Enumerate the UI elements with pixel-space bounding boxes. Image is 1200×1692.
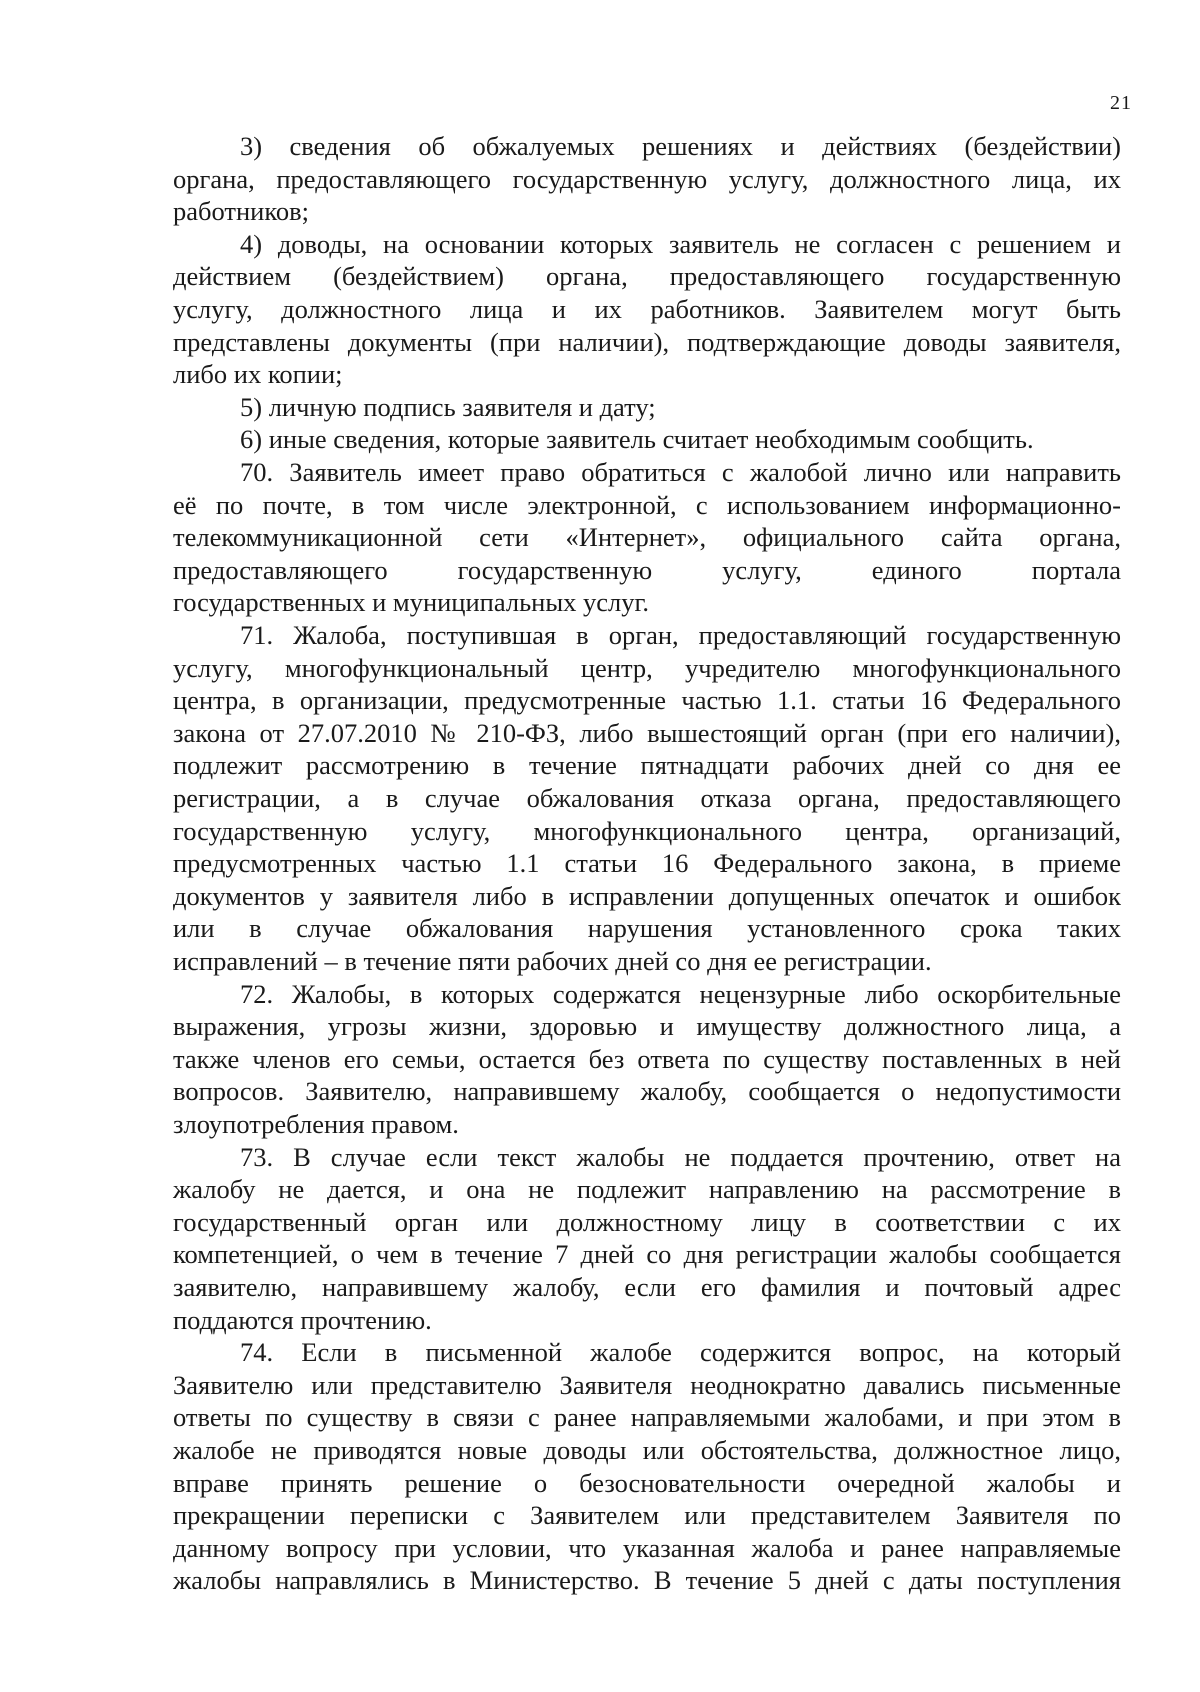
text-line: услугу, должностного лица и их работников. Заявителем могут быть [173, 294, 1121, 324]
text-line: 71. Жалоба, поступившая в орган, предоставляющий государственную [240, 620, 1121, 650]
text-line: её по почте, в том числе электронной, с использованием информационно- [173, 489, 1121, 520]
text-line: выражения, угрозы жизни, здоровью и имуществу должностного лица, а [173, 1011, 1121, 1042]
text-line: 5) личную подпись заявителя и дату; [240, 391, 656, 422]
text-line: жалобу не дается, и она не подлежит направлению на рассмотрение в [173, 1174, 1121, 1205]
text-line: 74. Если в письменной жалобе содержится вопрос, на который [240, 1337, 1121, 1368]
text-line: услугу, многофункциональный центр, учредителю многофункционального [173, 652, 1121, 683]
text-line: жалобы направлялись в Министерство. В течение 5 дней с даты поступления [173, 1565, 1121, 1596]
text-line: подлежит рассмотрению в течение пятнадцати рабочих дней со дня ее [173, 750, 1121, 781]
text-line: предусмотренных частью 1.1 статьи 16 Федерального закона, в приеме [173, 848, 1121, 879]
text-line: 3) сведения об обжалуемых решениях и действиях (бездействии) [240, 131, 1121, 161]
text-line: данному вопросу при условии, что указанная жалоба и ранее направляемые [173, 1532, 1121, 1563]
text-line: государственных и муниципальных услуг. [173, 587, 650, 618]
text-line: предоставляющего государственную услугу, единого портала [173, 554, 1121, 585]
text-line: исправлений – в течение пяти рабочих дней со дня ее регистрации. [173, 946, 932, 976]
text-line: представлены документы (при наличии), подтверждающие доводы заявителя, [173, 326, 1121, 357]
text-line: телекоммуникационной сети «Интернет», официального сайта органа, [173, 522, 1121, 553]
text-line: документов у заявителя либо в исправлении допущенных опечаток и ошибок [173, 880, 1121, 911]
text-line: закона от 27.07.2010 № 210-ФЗ, либо вышестоящий орган (при его наличии), [173, 717, 1121, 748]
text-line: вправе принять решение о безосновательности очередной жалобы и [173, 1467, 1121, 1498]
text-line: действием (бездействием) органа, предоставляющего государственную [173, 261, 1121, 292]
text-line: государственный орган или должностному лицу в соответствии с их [173, 1206, 1121, 1237]
text-line: центра, в организации, предусмотренные частью 1.1. статьи 16 Федерального [173, 685, 1121, 716]
text-line: прекращении переписки с Заявителем или представителем Заявителя по [173, 1500, 1121, 1531]
text-line: жалобе не приводятся новые доводы или обстоятельства, должностное лицо, [173, 1435, 1121, 1465]
page-number: 21 [1110, 92, 1132, 114]
text-line: 70. Заявитель имеет право обратиться с жалобой лично или направить [240, 457, 1121, 487]
text-line: 4) доводы, на основании которых заявитель не согласен с решением и [240, 228, 1121, 259]
text-line: ответы по существу в связи с ранее направляемыми жалобами, и при этом в [173, 1402, 1121, 1433]
text-line: либо их копии; [173, 359, 343, 390]
text-line: государственную услугу, многофункционального центра, организаций, [173, 815, 1121, 846]
text-line: 6) иные сведения, которые заявитель считает необходимым сообщить. [240, 424, 1034, 455]
text-line: или в случае обжалования нарушения установленного срока таких [173, 913, 1121, 944]
text-line: поддаются прочтению. [173, 1304, 432, 1335]
text-line: регистрации, а в случае обжалования отказа органа, предоставляющего [173, 783, 1121, 813]
text-line: 73. В случае если текст жалобы не поддается прочтению, ответ на [240, 1141, 1121, 1172]
text-line: компетенцией, о чем в течение 7 дней со дня регистрации жалобы сообщается [173, 1239, 1121, 1270]
text-line: заявителю, направившему жалобу, если его фамилия и почтовый адрес [173, 1272, 1121, 1302]
text-line: работников; [173, 196, 309, 227]
text-line: 72. Жалобы, в которых содержатся нецензурные либо оскорбительные [240, 978, 1121, 1009]
text-line: Заявителю или представителю Заявителя неоднократно давались письменные [173, 1369, 1121, 1400]
text-line: злоупотребления правом. [173, 1109, 459, 1139]
text-line: вопросов. Заявителю, направившему жалобу, сообщается о недопустимости [173, 1076, 1121, 1107]
text-line: органа, предоставляющего государственную услугу, должностного лица, их [173, 163, 1121, 194]
text-line: также членов его семьи, остается без ответа по существу поставленных в ней [173, 1043, 1121, 1074]
